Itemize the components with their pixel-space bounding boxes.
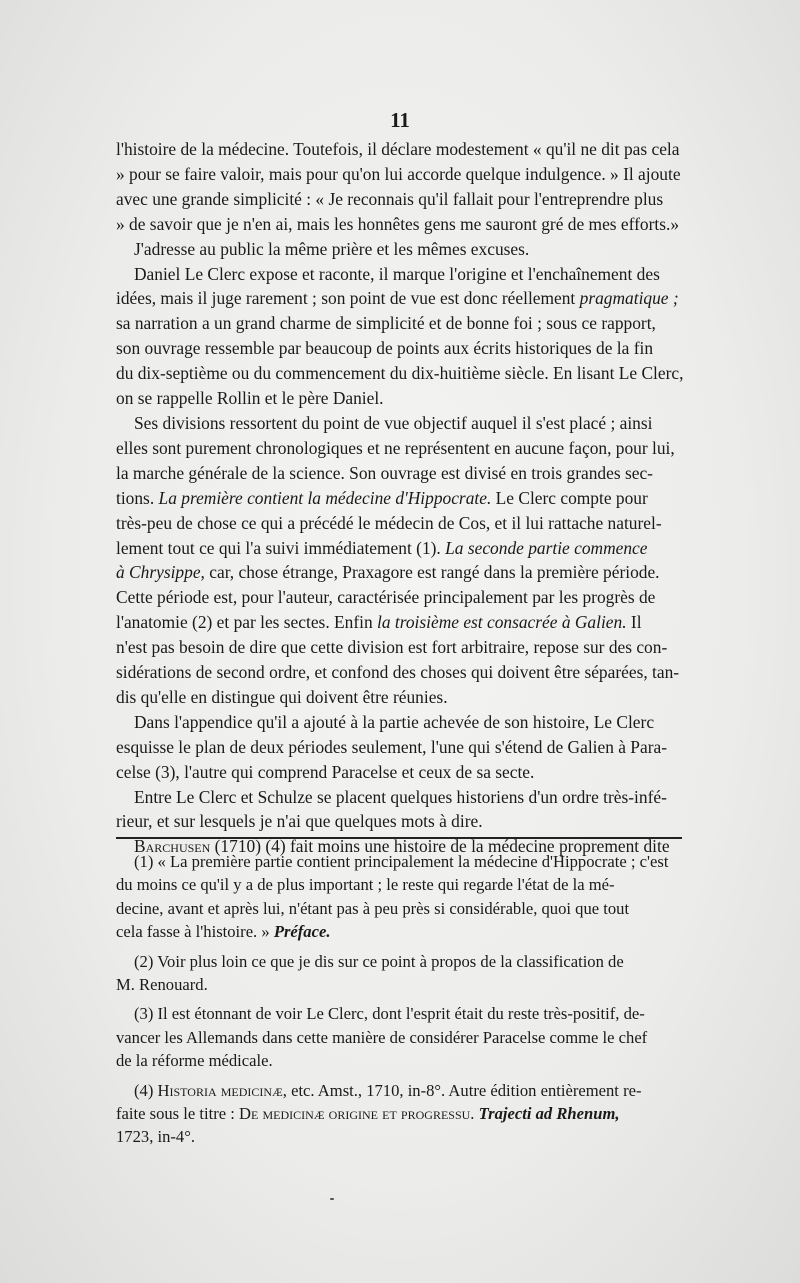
text-segment: tions. (116, 487, 155, 508)
footnote-line: 1723, in-4°. (116, 1127, 195, 1147)
text-line: très-peu de chose ce qui a précédé le médecin de Cos, et il lui rattache naturel- (116, 512, 662, 533)
text-segment: idées, mais il juge rarement ; son point de vue est donc réellement (116, 288, 576, 309)
italic-phrase: Préface. (273, 922, 331, 942)
footnote-line: (3) Il est étonnant de voir Le Clerc, dont l'esprit était du reste très-positif, de- (134, 1004, 645, 1024)
text-line: elles sont purement chronologiques et ne représentent en aucune façon, pour lui, (116, 437, 675, 458)
text-line: » de savoir que je n'en ai, mais les honnêtes gens me sauront gré de mes efforts.» (116, 213, 680, 234)
text-line: n'est pas besoin de dire que cette division est fort arbitraire, repose sur des con- (116, 637, 668, 658)
book-title: Historia medicinæ, (157, 1080, 287, 1100)
text-line: l'histoire de la médecine. Toutefois, il déclare modestement « qu'il ne dit pas cela (116, 139, 680, 159)
text-line: du dix-septième ou du commencement du dix-huitième siècle. En lisant Le Clerc, (116, 363, 684, 384)
text-segment: Il (630, 612, 642, 633)
footnote-line (116, 1079, 682, 1102)
text-line (116, 610, 682, 635)
footnote-line: (2) Voir plus loin ce que je dis sur ce point à propos de la classification de (134, 951, 624, 971)
text-segment: faite sous le titre : (116, 1104, 235, 1124)
text-segment: lement tout ce qui l'a suivi immédiatement (1). (116, 537, 441, 558)
text-segment: (1710) (4) fait moins une histoire de la médecine proprement dite (214, 836, 670, 857)
text-line (116, 560, 682, 585)
footnote-line: de la réforme médicale. (116, 1051, 273, 1071)
italic-phrase: à Chrysippe, (116, 562, 205, 583)
text-line: Dans l'appendice qu'il a ajouté à la partie achevée de son histoire, Le Clerc (134, 711, 655, 732)
text-line: on se rappelle Rollin et le père Daniel. (116, 388, 384, 409)
text-line: rieur, et sur lesquels je n'ai que quelques mots à dire. (116, 811, 483, 832)
text-line: dis qu'elle en distingue qui doivent être réunies. (116, 686, 448, 707)
main-text (116, 137, 682, 859)
page-number: 11 (390, 108, 410, 132)
italic-phrase: La seconde partie commence (445, 537, 648, 558)
footnote-line: M. Renouard. (116, 975, 208, 995)
italic-phrase: Trajecti ad Rhenum, (478, 1104, 620, 1124)
footnote-line (116, 920, 682, 943)
text-segment: cela fasse à l'histoire. » (116, 922, 270, 942)
italic-phrase: la troisième est consacrée à Galien. (377, 612, 627, 633)
text-line: sidérations de second ordre, et confond des choses qui doivent être séparées, tan- (116, 662, 680, 683)
footnote-line: (1) « La première partie contient principalement la médecine d'Hippocrate ; c'est (134, 852, 669, 871)
text-segment: car, chose étrange, Praxagore est rangé dans la première période. (209, 562, 660, 583)
text-segment: Le Clerc compte pour (495, 487, 648, 508)
footnote-line: du moins ce qu'il y a de plus important ; le reste qui regarde l'état de la mé- (116, 875, 615, 895)
text-line: son ouvrage ressemble par beaucoup de points aux écrits historiques de la fin (116, 338, 654, 359)
book-title: De medicinæ origine et progressu. (239, 1104, 475, 1124)
text-segment: etc. Amst., 1710, in-8°. Autre édition entièrement re- (291, 1080, 642, 1100)
text-line: la marche générale de la science. Son ouvrage est divisé en trois grandes sec- (116, 462, 653, 483)
footnotes (116, 850, 682, 1149)
text-line: Entre Le Clerc et Schulze se placent quelques historiens d'un ordre très-infé- (134, 786, 667, 807)
text-line: » pour se faire valoir, mais pour qu'on lui accorde quelque indulgence. » Il ajoute (116, 163, 681, 184)
text-line (116, 536, 682, 561)
text-line: J'adresse au public la même prière et les mêmes excuses. (134, 238, 530, 259)
text-line: sa narration a un grand charme de simplicité et de bonne foi ; sous ce rapport, (116, 313, 656, 334)
text-line: esquisse le plan de deux périodes seulement, l'une qui s'étend de Galien à Para- (116, 736, 667, 757)
text-line: Cette période est, pour l'auteur, caractérisée principalement par les progrès de (116, 587, 656, 608)
text-line: avec une grande simplicité : « Je reconnais qu'il fallait pour l'entreprendre plus (116, 188, 664, 209)
author-name: Barchusen (134, 836, 211, 857)
italic-phrase: pragmatique ; (579, 288, 679, 309)
text-line (116, 286, 682, 311)
text-line: celse (3), l'autre qui comprend Paracelse et ceux de sa secte. (116, 761, 535, 782)
text-line: Daniel Le Clerc expose et raconte, il marque l'origine et l'enchaînement des (134, 263, 660, 284)
footnote-line (116, 1102, 682, 1125)
text-segment: (4) (134, 1080, 154, 1100)
footnote-divider (116, 837, 682, 839)
paper-speck (330, 1198, 334, 1200)
text-line: Ses divisions ressortent du point de vue objectif auquel il s'est placé ; ainsi (134, 412, 653, 433)
text-line (116, 486, 682, 511)
text-segment: l'anatomie (2) et par les sectes. Enfin (116, 612, 373, 633)
italic-phrase: La première contient la médecine d'Hippocrate. (158, 487, 492, 508)
footnote-line: decine, avant et après lui, n'étant pas à peu près si considérable, quoi que tout (116, 898, 630, 918)
footnote-line: vancer les Allemands dans cette manière de considérer Paracelse comme le chef (116, 1027, 648, 1047)
